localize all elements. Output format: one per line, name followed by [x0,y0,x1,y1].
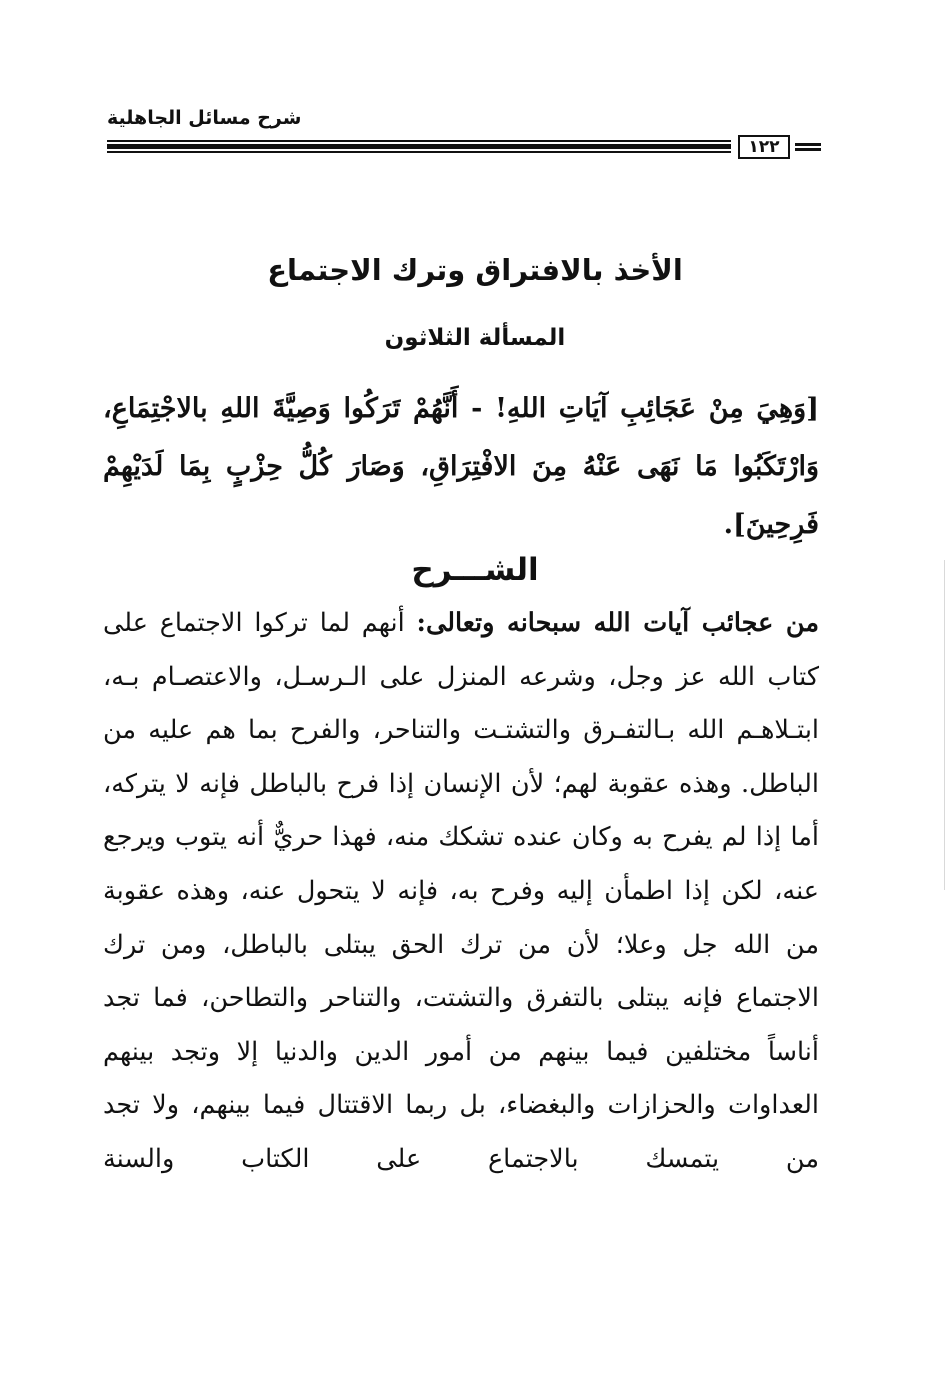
header-rule-end-line-bottom [795,148,821,151]
page-number: ١٢٢ [738,135,790,159]
sharh-heading: الشـــرح [411,552,539,588]
header-rule-end [795,143,821,150]
running-title: شرح مسائل الجاهلية [107,107,302,129]
header-rule-end-line-top [795,143,821,146]
header-rule-bottom-line [107,151,731,153]
sharh-lead: من عجائب آيات الله سبحانه وتعالى: [416,608,819,638]
sharh-body [103,597,819,1187]
scan-edge-line [944,560,945,890]
header-rule [107,140,731,153]
matn-text: [وَهِيَ مِنْ عَجَائِبِ آيَاتِ اللهِ! - أَنَّهُمْ تَرَكُوا وَصِيَّةَ اللهِ بالاجْتِمَاعِ، وَارْتَكَبُوا مَا نَهَى عَنْهُ مِنَ الافْتِرَاقِ، وَصَارَ كُلُّ حِزْبٍ بِمَا لَدَيْهِمْ فَرِحِينَ]. [103,393,819,540]
header-rule-top-line [107,140,731,142]
header-rule-thick-line [107,144,731,149]
section-subtitle: المسألة الثلاثون [384,325,566,351]
sharh-text: أنهم لما تركوا الاجتماع على كتاب الله عز وجل، وشرعه المنزل على الـرسـل، والاعتصـام بـه، ابتـلاهـم الله بـالتفـرق والتشتـت والتناحر، والفرح بما هم عليه من الباطل. وهذه عقوبة لهم؛ لأن الإنسان إذا فرح بالباطل فإنه لا يتركه، أما إذا لم يفرح به وكان عنده تشكك منه، فهذا حريٌّ أنه يتوب ويرجع عنه، لكن إذا اطمأن إليه وفرح به، فإنه لا يتحول عنه، وهذه عقوبة من الله جل وعلا؛ لأن من ترك الحق يبتلى بالباطل، ومن ترك الاجتماع فإنه يبتلى بالتفرق والتشتت، والتناحر والتطاحن، فما تجد أناساً مختلفين فيما بينهم من أمور الدين والدنيا إلا وتجد بينهم العداوات والحزازات والبغضاء، بل ربما الاقتتال فيما بينهم، ولا تجد من يتمسك بالاجتماع على الكتاب والسنة [103,608,819,1174]
section-title: الأخذ بالافتراق وترك الاجتماع [267,253,683,287]
